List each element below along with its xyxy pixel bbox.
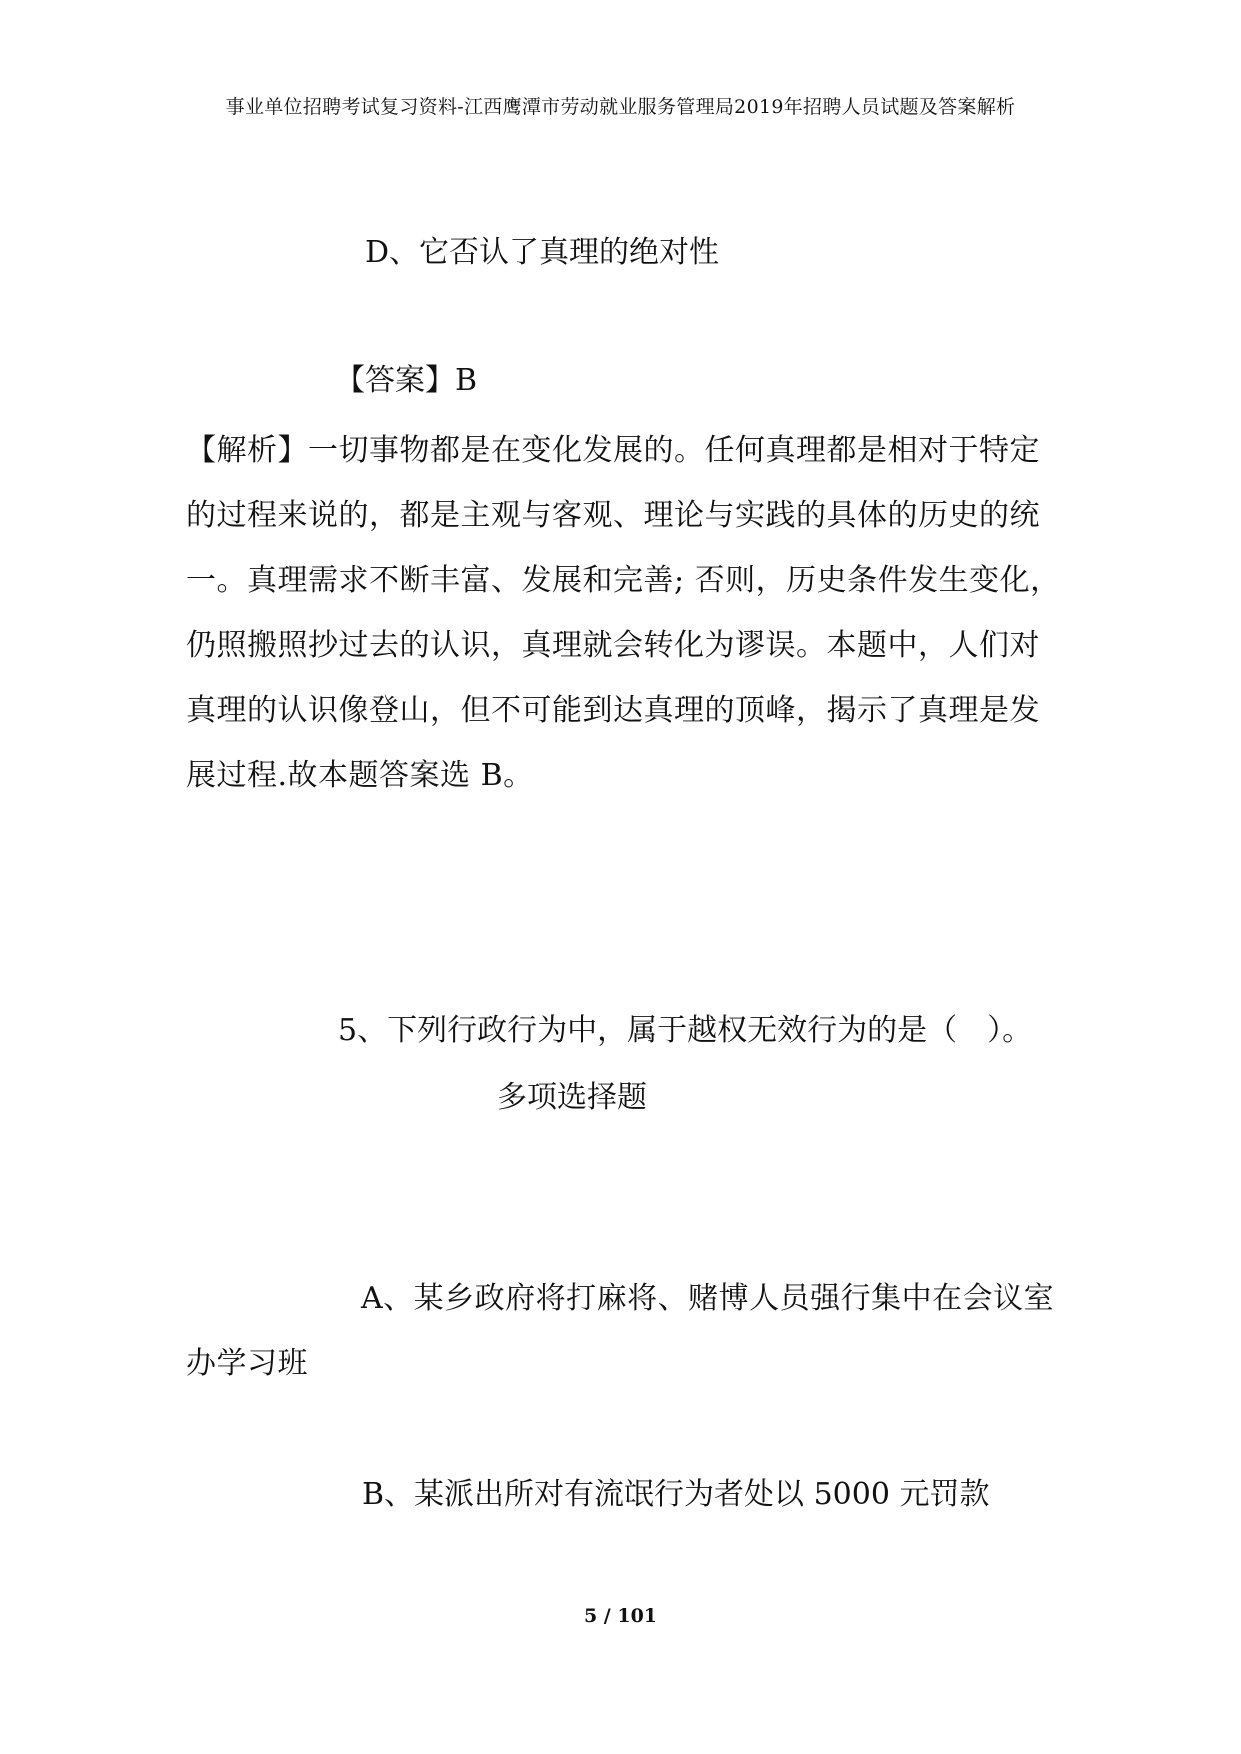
question-5-stem: 5、下列行政行为中，属于越权无效行为的是（ ）。 bbox=[338, 1013, 1033, 1048]
option-a: A、某乡政府将打麻将、赌博人员强行集中在会议室办学习班 bbox=[186, 1281, 1055, 1381]
analysis-paragraph: 【解析】一切事物都是在变化发展的。任何真理都是相对于特定的过程来说的，都是主观与客观、理论与实践的具体的历史的统一。真理需求不断丰富、发展和完善; 否则，历史条件发生变化，仍照搬照抄过去的认识，真理就会转化为谬误。本题中，人们对真理的认识像登山，但不可能到达真理的顶峰，揭示了真理是发展过程.故本题答案选 B。 bbox=[186, 433, 1061, 793]
answer-label: 【答案】B bbox=[335, 363, 478, 398]
question-type: 多项选择题 bbox=[497, 1080, 647, 1115]
option-d: D、它否认了真理的绝对性 bbox=[365, 235, 720, 270]
page-number: 5 / 101 bbox=[583, 1605, 658, 1627]
page-header: 事业单位招聘考试复习资料-江西鹰潭市劳动就业服务管理局2019年招聘人员试题及答案解析 bbox=[225, 96, 1016, 118]
option-b: B、某派出所对有流氓行为者处以 5000 元罚款 bbox=[362, 1477, 990, 1512]
